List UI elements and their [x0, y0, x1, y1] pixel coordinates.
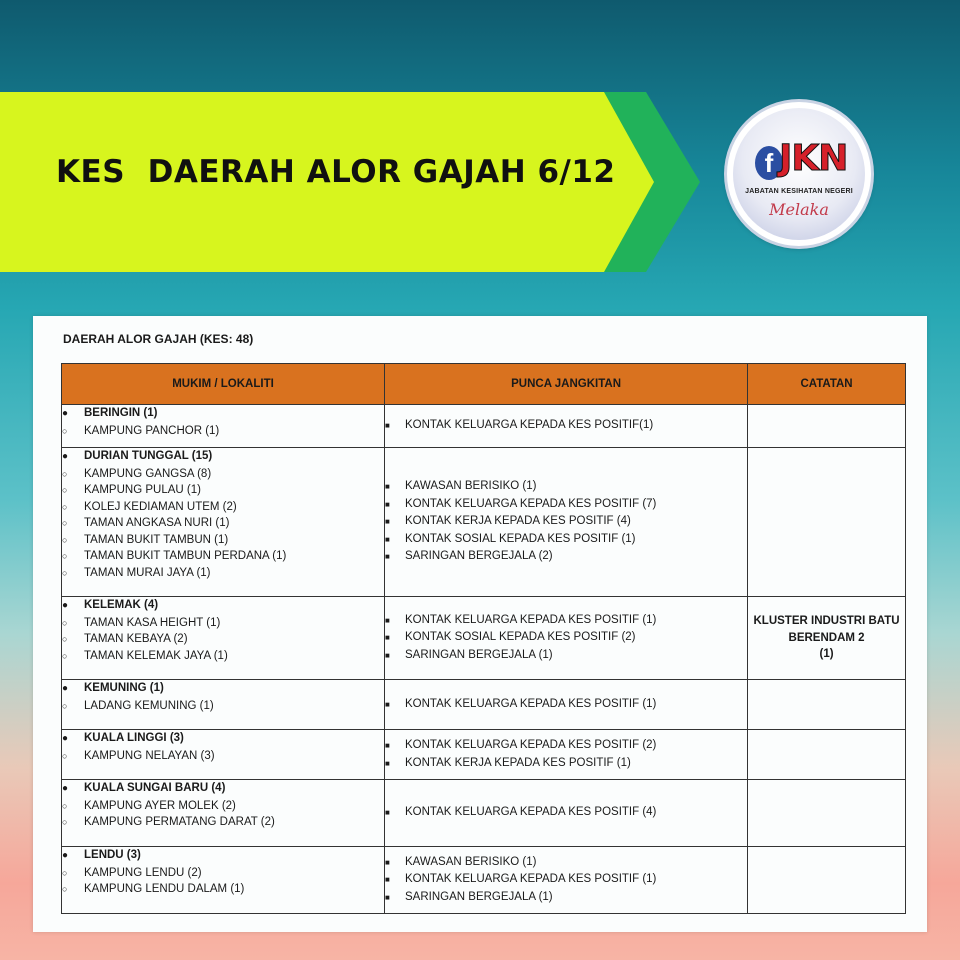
locality-name: TAMAN KELEMAK JAYA (1) — [84, 649, 228, 662]
circle-bullet-icon: ○ — [62, 700, 68, 711]
mukim-item — [62, 597, 384, 615]
circle-bullet-icon: ○ — [62, 634, 68, 644]
table-row — [62, 597, 906, 680]
case-document — [33, 316, 927, 932]
circle-bullet-icon: ○ — [62, 468, 68, 479]
square-bullet-icon: ■ — [385, 875, 390, 885]
locality-name: KAMPUNG GANGSA (8) — [84, 467, 212, 480]
locality-item — [62, 482, 384, 499]
note-line: BERENDAM 2 — [788, 631, 865, 644]
mukim-name: KEMUNING (1) — [84, 682, 164, 694]
square-bullet-icon: ■ — [385, 421, 390, 431]
source-item — [385, 737, 747, 755]
title-banner — [0, 92, 700, 272]
source-item — [385, 417, 747, 435]
table-row — [62, 780, 906, 847]
locality-name: TAMAN BUKIT TAMBUN (1) — [84, 533, 229, 546]
locality-name: KAMPUNG LENDU DALAM (1) — [84, 883, 245, 895]
locality-item — [62, 532, 384, 549]
locality-name: TAMAN MURAI JAYA (1) — [84, 566, 211, 579]
source-text: KONTAK KELUARGA KEPADA KES POSITIF (4) — [405, 806, 657, 819]
locality-name: TAMAN BUKIT TAMBUN PERDANA (1) — [84, 550, 287, 562]
source-item — [385, 496, 747, 514]
square-bullet-icon: ■ — [385, 758, 390, 768]
source-text: KAWASAN BERISIKO (1) — [405, 480, 537, 493]
circle-bullet-icon: ○ — [62, 501, 68, 512]
mukim-cell — [62, 847, 385, 914]
locality-item — [62, 466, 384, 483]
source-cell — [385, 597, 748, 680]
notes-cell — [748, 448, 906, 597]
locality-item — [62, 615, 384, 632]
source-cell — [385, 730, 748, 780]
case-table — [61, 363, 906, 914]
source-item — [385, 612, 747, 630]
circle-bullet-icon: ○ — [62, 867, 68, 878]
source-cell — [385, 780, 748, 847]
notes-cell — [748, 780, 906, 847]
source-text: KONTAK KERJA KEPADA KES POSITIF (1) — [405, 756, 631, 769]
locality-name: KAMPUNG AYER MOLEK (2) — [84, 799, 236, 812]
circle-bullet-icon: ○ — [62, 817, 68, 827]
source-item — [385, 696, 747, 714]
source-cell — [385, 847, 748, 914]
source-item — [385, 548, 747, 566]
logo-letters: JKN — [779, 138, 848, 179]
source-cell — [385, 448, 748, 597]
source-text: KONTAK KELUARGA KEPADA KES POSITIF (1) — [405, 697, 657, 710]
bullet-icon: ● — [62, 600, 69, 611]
logo-subtitle: JABATAN KESIHATAN NEGERI — [745, 188, 853, 195]
locality-item — [62, 814, 384, 831]
notes-cell — [748, 730, 906, 780]
mukim-item — [62, 405, 384, 423]
locality-item — [62, 631, 384, 648]
locality-item — [62, 565, 384, 582]
square-bullet-icon: ■ — [385, 534, 390, 544]
source-item — [385, 513, 747, 531]
mukim-item — [62, 780, 384, 798]
square-bullet-icon: ■ — [385, 892, 390, 902]
source-text: KONTAK KELUARGA KEPADA KES POSITIF(1) — [405, 419, 654, 432]
source-item — [385, 889, 747, 907]
table-row — [62, 448, 906, 597]
mukim-name: KUALA LINGGI (3) — [84, 732, 184, 744]
circle-bullet-icon: ○ — [62, 650, 68, 661]
source-text: KONTAK KELUARGA KEPADA KES POSITIF (1) — [405, 873, 657, 886]
mukim-name: KUALA SUNGAI BARU (4) — [84, 782, 226, 794]
locality-name: LADANG KEMUNING (1) — [84, 699, 214, 712]
locality-item — [62, 515, 384, 532]
mukim-cell — [62, 405, 385, 448]
locality-item — [62, 499, 384, 516]
table-row — [62, 680, 906, 730]
source-text: KONTAK KERJA KEPADA KES POSITIF (4) — [405, 515, 631, 528]
locality-name: KAMPUNG PANCHOR (1) — [84, 424, 220, 437]
bullet-icon: ● — [62, 733, 69, 744]
table-row — [62, 847, 906, 914]
mukim-item — [62, 448, 384, 466]
locality-name: KAMPUNG NELAYAN (3) — [84, 749, 215, 762]
source-cell — [385, 680, 748, 730]
source-item — [385, 755, 747, 773]
facebook-icon: f — [755, 146, 783, 180]
circle-bullet-icon: ○ — [62, 551, 68, 561]
square-bullet-icon: ■ — [385, 633, 390, 643]
mukim-name: LENDU (3) — [84, 849, 141, 861]
mukim-name: DURIAN TUNGGAL (15) — [84, 450, 213, 462]
mukim-cell — [62, 448, 385, 597]
table-row — [62, 730, 906, 780]
circle-bullet-icon: ○ — [62, 800, 68, 811]
mukim-cell — [62, 780, 385, 847]
square-bullet-icon: ■ — [385, 808, 390, 818]
table-row — [62, 405, 906, 448]
note-line: KLUSTER INDUSTRI BATU — [753, 615, 900, 628]
square-bullet-icon: ■ — [385, 857, 390, 867]
circle-bullet-icon: ○ — [62, 884, 68, 894]
table-header-row — [62, 364, 906, 405]
source-item — [385, 804, 747, 822]
circle-bullet-icon: ○ — [62, 485, 68, 495]
source-text: SARINGAN BERGEJALA (2) — [405, 550, 553, 563]
locality-name: TAMAN ANGKASA NURI (1) — [84, 517, 230, 529]
source-text: KAWASAN BERISIKO (1) — [405, 855, 537, 868]
locality-item — [62, 648, 384, 665]
locality-item — [62, 423, 384, 440]
notes-cell — [748, 597, 906, 680]
locality-name: KAMPUNG LENDU (2) — [84, 866, 202, 879]
notes-cell — [748, 680, 906, 730]
square-bullet-icon: ■ — [385, 615, 390, 625]
banner-title: KES DAERAH ALOR GAJAH 6/12 — [56, 154, 616, 190]
notes-cell — [748, 405, 906, 448]
square-bullet-icon: ■ — [385, 699, 390, 709]
square-bullet-icon: ■ — [385, 552, 390, 562]
locality-name: KOLEJ KEDIAMAN UTEM (2) — [84, 500, 237, 513]
source-item — [385, 647, 747, 665]
locality-name: TAMAN KASA HEIGHT (1) — [84, 616, 221, 629]
source-text: KONTAK KELUARGA KEPADA KES POSITIF (1) — [405, 613, 657, 626]
source-item — [385, 854, 747, 872]
column-header-mukim: MUKIM / LOKALITI — [62, 364, 385, 405]
source-item — [385, 478, 747, 496]
bullet-icon: ● — [62, 408, 69, 419]
mukim-name: KELEMAK (4) — [84, 599, 159, 611]
circle-bullet-icon: ○ — [62, 617, 68, 628]
source-item — [385, 629, 747, 647]
circle-bullet-icon: ○ — [62, 750, 68, 761]
notes-cell — [748, 847, 906, 914]
source-text: KONTAK SOSIAL KEPADA KES POSITIF (1) — [405, 532, 636, 545]
document-heading: DAERAH ALOR GAJAH (KES: 48) — [63, 332, 254, 346]
circle-bullet-icon: ○ — [62, 567, 68, 578]
source-text: KONTAK SOSIAL KEPADA KES POSITIF (2) — [405, 631, 636, 644]
locality-name: KAMPUNG PULAU (1) — [84, 484, 201, 496]
square-bullet-icon: ■ — [385, 517, 390, 527]
locality-item — [62, 748, 384, 765]
source-text: KONTAK KELUARGA KEPADA KES POSITIF (7) — [405, 497, 657, 510]
mukim-item — [62, 680, 384, 698]
locality-item — [62, 548, 384, 565]
locality-item — [62, 881, 384, 898]
source-item — [385, 531, 747, 549]
column-header-catatan: CATATAN — [748, 364, 906, 405]
square-bullet-icon: ■ — [385, 482, 390, 492]
bullet-icon: ● — [62, 850, 69, 861]
bullet-icon: ● — [62, 451, 69, 462]
locality-item — [62, 865, 384, 882]
square-bullet-icon: ■ — [385, 650, 390, 660]
square-bullet-icon: ■ — [385, 499, 390, 509]
mukim-item — [62, 730, 384, 748]
source-cell — [385, 405, 748, 448]
locality-name: KAMPUNG PERMATANG DARAT (2) — [84, 816, 275, 828]
locality-item — [62, 798, 384, 815]
source-text: KONTAK KELUARGA KEPADA KES POSITIF (2) — [405, 739, 657, 751]
circle-bullet-icon: ○ — [62, 518, 68, 528]
column-header-punca: PUNCA JANGKITAN — [385, 364, 748, 405]
logo-script: Melaka — [769, 200, 829, 219]
source-text: SARINGAN BERGEJALA (1) — [405, 648, 553, 661]
mukim-item — [62, 847, 384, 865]
square-bullet-icon: ■ — [385, 741, 390, 750]
circle-bullet-icon: ○ — [62, 534, 68, 545]
locality-name: TAMAN KEBAYA (2) — [84, 633, 188, 645]
bullet-icon: ● — [62, 683, 69, 694]
bullet-icon: ● — [62, 783, 69, 794]
source-item — [385, 871, 747, 889]
jkn-melaka-logo — [727, 102, 871, 246]
source-text: SARINGAN BERGEJALA (1) — [405, 890, 553, 903]
mukim-cell — [62, 730, 385, 780]
mukim-cell — [62, 680, 385, 730]
locality-item — [62, 698, 384, 715]
mukim-name: BERINGIN (1) — [84, 407, 158, 419]
note-line: (1) — [819, 648, 834, 661]
mukim-cell — [62, 597, 385, 680]
table-body — [62, 405, 906, 914]
circle-bullet-icon: ○ — [62, 425, 68, 436]
